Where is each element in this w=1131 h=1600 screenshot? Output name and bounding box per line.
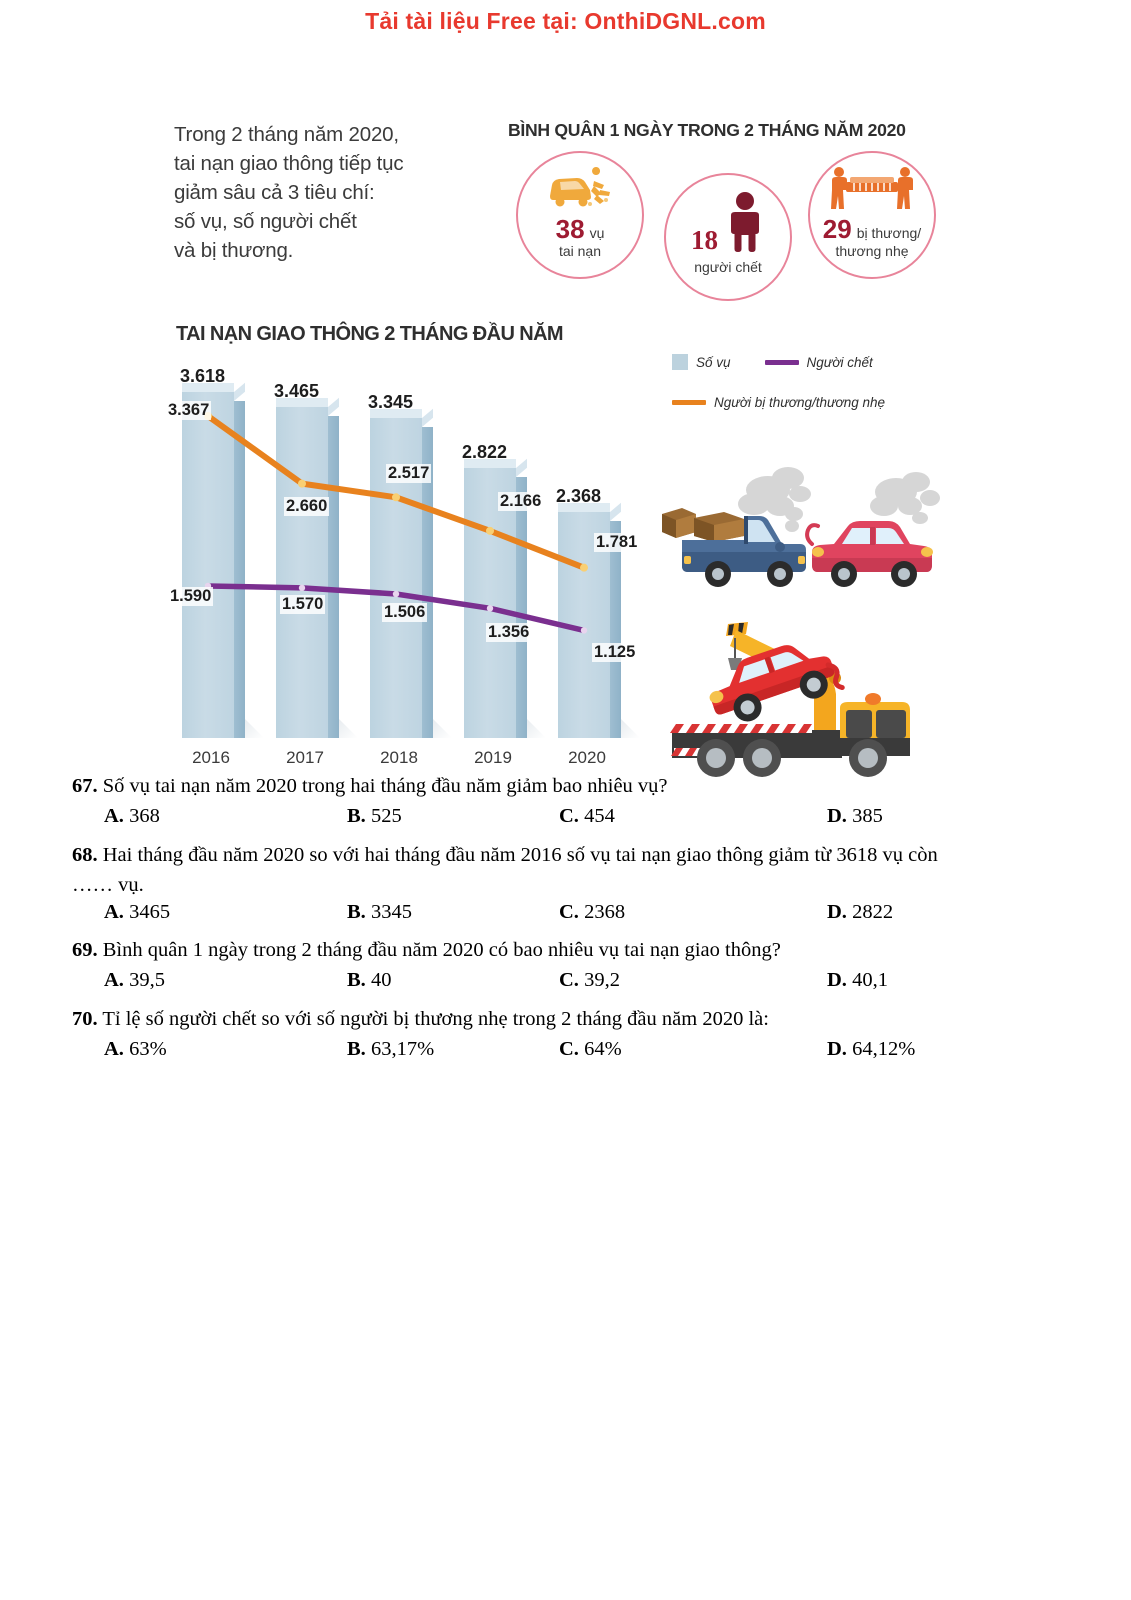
option-letter: B. xyxy=(347,1038,366,1061)
option-letter: C. xyxy=(559,900,579,923)
data-point-marker xyxy=(580,564,588,572)
x-axis-label: 2018 xyxy=(380,748,418,767)
stat-unit-accidents: vụ xyxy=(589,225,605,241)
bar-value-label: 3.465 xyxy=(274,380,320,401)
option-letter: D. xyxy=(827,900,847,923)
infographic-panel xyxy=(0,40,1131,770)
stat-circle-deaths xyxy=(664,173,792,301)
daily-average-title: BÌNH QUÂN 1 NGÀY TRONG 2 THÁNG NĂM 2020 xyxy=(508,120,906,140)
data-point-marker xyxy=(299,585,305,591)
option-letter: C. xyxy=(559,805,579,828)
chart-plot-area xyxy=(168,366,646,770)
option-letter: D. xyxy=(827,805,847,828)
stat-circle-injuries xyxy=(808,151,936,279)
answer-option[interactable]: C. 454 xyxy=(559,805,615,828)
data-point-marker xyxy=(393,591,399,597)
point-value-label: 1.356 xyxy=(488,623,530,642)
intro-line-1: Trong 2 tháng năm 2020, xyxy=(174,123,399,146)
daily-stat-circles xyxy=(508,147,958,302)
point-value-label: 2.166 xyxy=(500,491,542,510)
car-crash-icon xyxy=(544,163,616,215)
option-letter: B. xyxy=(347,969,366,992)
question-number: 67. xyxy=(72,775,98,797)
option-letter: A. xyxy=(104,969,124,992)
question-block xyxy=(72,841,1059,922)
data-point-marker xyxy=(581,627,587,633)
option-letter: A. xyxy=(104,900,124,923)
intro-line-4: số vụ, số người chết xyxy=(174,210,357,234)
stat-sub-injuries: thương nhẹ xyxy=(835,243,909,259)
intro-line-2: tai nạn giao thông tiếp tục xyxy=(174,152,404,176)
answer-option[interactable]: A. 3465 xyxy=(104,900,171,923)
point-value-label: 2.517 xyxy=(388,464,430,483)
question-continuation: …… vụ. xyxy=(72,874,144,897)
answer-options-row xyxy=(72,902,1059,923)
point-value-label: 1.125 xyxy=(594,643,636,662)
x-axis-label: 2019 xyxy=(474,748,512,767)
option-letter: A. xyxy=(104,1038,124,1061)
answer-option[interactable]: B. 525 xyxy=(347,805,402,828)
chart-title: TAI NẠN GIAO THÔNG 2 THÁNG ĐẦU NĂM xyxy=(176,323,563,345)
daily-average-panel xyxy=(508,120,958,305)
answer-option[interactable]: A. 39,5 xyxy=(104,969,165,992)
question-number: 69. xyxy=(72,939,98,962)
stat-value-accidents: 38 xyxy=(555,214,585,244)
tow-truck-illustration xyxy=(650,598,950,780)
bar-value-label: 2.822 xyxy=(462,442,508,463)
option-letter: D. xyxy=(827,969,847,992)
data-point-marker xyxy=(298,480,306,488)
answer-option[interactable]: B. 3345 xyxy=(347,900,412,923)
question-number: 70. xyxy=(72,1007,98,1030)
bar-value-label: 3.345 xyxy=(368,392,414,413)
answer-options-row xyxy=(72,1039,1059,1060)
stat-unit-injuries: bị thương/ xyxy=(856,225,922,241)
bar-value-label: 3.618 xyxy=(180,366,226,386)
x-axis-label: 2020 xyxy=(568,748,606,767)
site-banner: Tải tài liệu Free tại: OnthiDGNL.com xyxy=(365,8,766,34)
intro-line-3: giảm sâu cả 3 tiêu chí: xyxy=(174,181,375,205)
stat-value-injuries: 29 xyxy=(822,214,852,244)
legend-label-deaths: Người chết xyxy=(806,354,873,370)
question-text: 67. Số vụ tai nạn năm 2020 trong hai tháng đầu năm giảm bao nhiêu vụ? xyxy=(72,775,668,797)
point-value-label: 3.367 xyxy=(168,401,210,419)
lines-layer xyxy=(176,370,646,770)
car-crash-illustration xyxy=(648,448,948,608)
question-block xyxy=(72,1005,1059,1060)
data-point-marker xyxy=(392,493,400,501)
bar-value-label: 2.368 xyxy=(556,485,602,506)
answer-option[interactable]: B. 40 xyxy=(347,969,392,992)
question-text: 69. Bình quân 1 ngày trong 2 tháng đầu năm 2020 có bao nhiêu vụ tai nạn giao thông? xyxy=(72,939,781,962)
stat-sub-accidents: tai nạn xyxy=(558,243,602,259)
question-block xyxy=(72,772,1059,827)
answer-option[interactable]: D. 64,12% xyxy=(827,1038,916,1061)
answer-option[interactable]: C. 39,2 xyxy=(559,969,620,992)
intro-text xyxy=(174,120,494,266)
legend-swatch-cases-icon xyxy=(672,354,688,370)
option-letter: B. xyxy=(347,805,366,828)
answer-options-row xyxy=(72,970,1059,991)
answer-options-row xyxy=(72,806,1059,827)
person-icon xyxy=(725,191,765,258)
answer-option[interactable]: C. 64% xyxy=(559,1038,622,1061)
stretcher-icon xyxy=(826,163,918,215)
stat-circle-accidents xyxy=(516,151,644,279)
data-point-marker xyxy=(486,527,494,535)
point-value-label: 1.506 xyxy=(384,602,426,621)
legend-swatch-deaths-icon xyxy=(765,360,799,365)
x-axis-label: 2017 xyxy=(286,748,324,767)
legend-label-injuries: Người bị thương/thương nhẹ xyxy=(714,394,885,410)
point-value-label: 1.570 xyxy=(282,594,324,613)
point-value-label: 1.781 xyxy=(596,532,638,551)
option-letter: B. xyxy=(347,900,366,923)
point-value-label: 1.590 xyxy=(170,586,212,605)
question-number: 68. xyxy=(72,843,98,866)
option-letter: A. xyxy=(104,805,124,828)
answer-option[interactable]: C. 2368 xyxy=(559,900,626,923)
legend-label-cases: Số vụ xyxy=(696,354,731,370)
answer-option[interactable]: D. 40,1 xyxy=(827,969,888,992)
question-block xyxy=(72,936,1059,991)
intro-line-5: và bị thương. xyxy=(174,239,294,263)
questions-list xyxy=(0,772,1131,1074)
legend-swatch-injuries-icon xyxy=(672,400,706,405)
stat-caption-deaths: người chết xyxy=(694,259,762,275)
answer-option[interactable]: A. 368 xyxy=(104,805,160,828)
data-point-marker xyxy=(487,605,493,611)
answer-option[interactable]: A. 63% xyxy=(104,1038,167,1061)
option-letter: C. xyxy=(559,969,579,992)
answer-option[interactable]: B. 63,17% xyxy=(347,1038,435,1061)
chart-legend xyxy=(672,350,942,414)
stat-value-deaths: 18 xyxy=(691,225,718,255)
answer-option[interactable]: D. 385 xyxy=(827,805,883,828)
option-letter: C. xyxy=(559,1038,579,1061)
option-letter: D. xyxy=(827,1038,847,1061)
question-text: 70. Tỉ lệ số người chết so với số người bị thương nhẹ trong 2 tháng đầu năm 2020 là: xyxy=(72,1007,769,1030)
point-value-label: 2.660 xyxy=(286,496,328,515)
x-axis-label: 2016 xyxy=(192,748,230,767)
answer-option[interactable]: D. 2822 xyxy=(827,900,894,923)
question-text: 68. Hai tháng đầu năm 2020 so với hai tháng đầu năm 2016 số vụ tai nạn giao thông giảm từ 3618 vụ còn xyxy=(72,843,938,866)
